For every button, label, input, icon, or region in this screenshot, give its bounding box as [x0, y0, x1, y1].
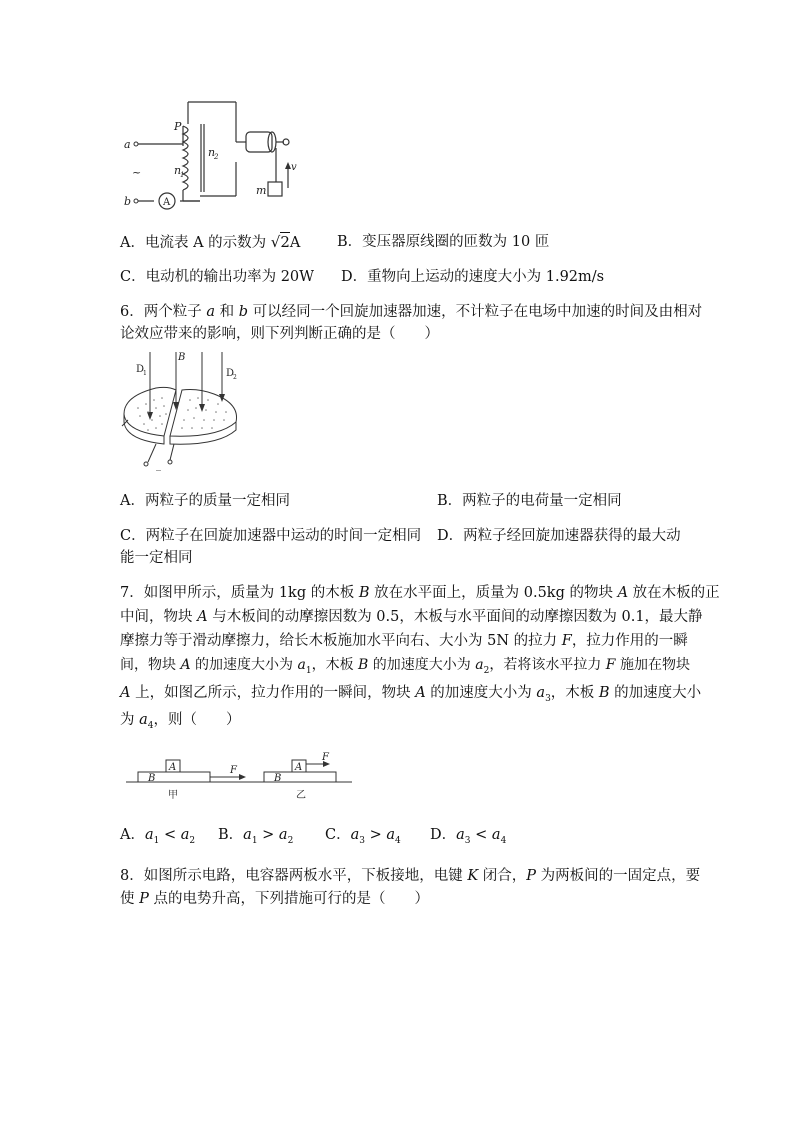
q7-stem-line-2: 中间，物块 A 与木板间的动摩擦因数为 0.5，木板与水平面间的动摩擦因数为 0.1，最大静 [120, 609, 703, 625]
q6-option-d-continued: 能一定相同 [120, 550, 193, 566]
q5-option-d[interactable]: D．重物向上运动的速度大小为 1.92m/s [341, 269, 605, 285]
q6-option-d[interactable]: D．两粒子经回旋加速器获得的最大动 [437, 528, 681, 544]
tap-p-label: P [174, 120, 182, 133]
terminal-b-label: b [124, 195, 132, 208]
cyclotron-figure [118, 348, 248, 472]
q7-option-d[interactable]: D．$a_3 < a_4$ [430, 827, 507, 846]
block-a-label-yi: A [295, 762, 303, 773]
primary-turns-label: n [174, 164, 182, 177]
secondary-turns-label: n [208, 146, 216, 159]
q7-stem-line-5: A 上，如图乙所示，拉力作用的一瞬间，物块 A 的加速度大小为 $a_3$，木板 B 的加速度大小 [120, 685, 702, 704]
d1-sub: 1 [143, 370, 147, 377]
d2-sub: 2 [233, 374, 237, 381]
d1-label: D [136, 364, 145, 375]
q5-option-c[interactable]: C．电动机的输出功率为 20W [120, 269, 315, 285]
q7-option-c[interactable]: C．$a_3 > a_4$ [325, 827, 401, 846]
figure-jia-caption: 甲 [168, 790, 178, 801]
d2-label: D [226, 368, 235, 379]
primary-turns-sub: 1 [180, 171, 185, 179]
force-f-label-jia: F [230, 765, 237, 776]
transformer-circuit-figure [118, 96, 318, 214]
q7-option-b[interactable]: B．$a_1 > a_2$ [218, 827, 294, 846]
q7-stem-line-4: 间，物块 A 的加速度大小为 $a_1$，木板 B 的加速度大小为 $a_2$，若将该水平拉力 F 施加在物块 [120, 657, 690, 676]
q8-stem-line-2: 使 P 点的电势升高，下列措施可行的是（ ） [120, 891, 429, 907]
q6-option-a[interactable]: A．两粒子的质量一定相同 [120, 493, 290, 509]
figure-yi-caption: 乙 [296, 790, 306, 801]
board-b-label-yi: B [274, 773, 282, 784]
mass-label: m [256, 184, 267, 197]
velocity-label: v [291, 162, 297, 173]
field-b-label: B [178, 352, 186, 363]
q7-stem-line-1: 7．如图甲所示，质量为 1kg 的木板 B 放在水平面上，质量为 0.5kg 的物块 A 放在木板的正 [120, 585, 720, 601]
board-b-label-jia: B [148, 773, 156, 784]
q5-option-b[interactable]: B．变压器原线圈的匝数为 10 匝 [337, 234, 550, 250]
force-f-label-yi: F [322, 752, 329, 763]
block-a-label-jia: A [169, 762, 177, 773]
q6-option-b[interactable]: B．两粒子的电荷量一定相同 [437, 493, 622, 509]
secondary-turns-sub: 2 [214, 153, 219, 161]
q5-option-a[interactable]: A．电流表 A 的示数为 √2A [120, 233, 301, 251]
q6-stem-line-2: 论效应带来的影响，则下列判断正确的是（ ） [120, 326, 439, 342]
q7-option-a[interactable]: A．$a_1 < a_2$ [120, 827, 196, 846]
q7-stem-line-6: 为 $a_4$，则（ ） [120, 712, 241, 731]
q6-option-c[interactable]: C．两粒子在回旋加速器中运动的时间一定相同 [120, 528, 422, 544]
terminal-a-label: a [124, 138, 131, 151]
ac-source-symbol: ~ [132, 166, 142, 179]
blocks-figure [126, 752, 356, 804]
ammeter-label: A [163, 197, 171, 208]
q7-stem-line-3: 摩擦力等于滑动摩擦力，给长木板施加水平向右、大小为 5N 的拉力 F，拉力作用的一瞬 [120, 633, 688, 649]
q6-stem-line-1: 6．两个粒子 a 和 b 可以经同一个回旋加速器加速，不计粒子在电场中加速的时间及由相对 [120, 304, 703, 320]
minus-terminal-label: _ [156, 460, 161, 471]
q8-stem-line-1: 8．如图所示电路，电容器两板水平，下板接地，电键 K 闭合，P 为两板间的一固定点，要 [120, 868, 701, 884]
